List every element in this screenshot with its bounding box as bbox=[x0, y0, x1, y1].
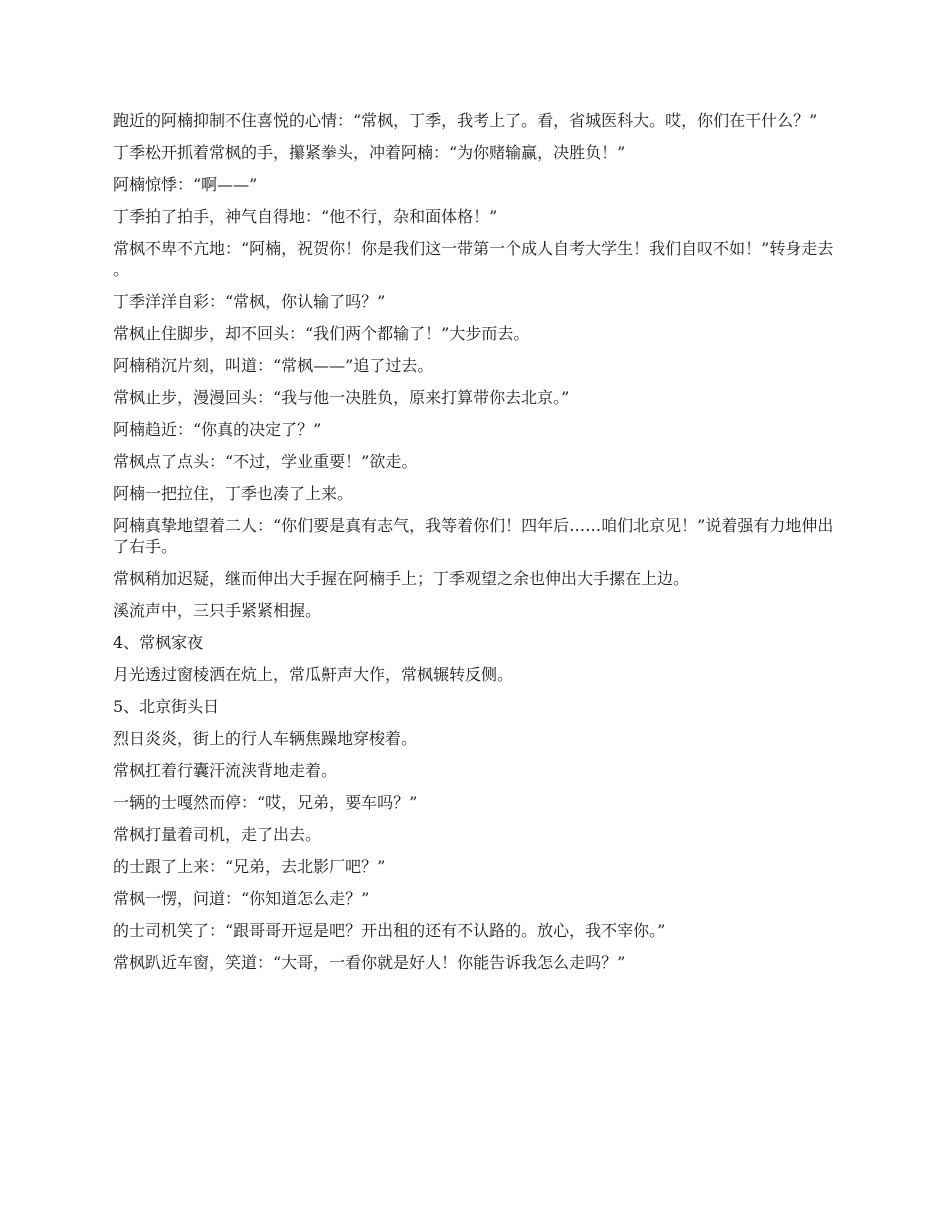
paragraph: 常枫不卑不亢地：“阿楠，祝贺你！你是我们这一带第一个成人自考大学生！我们自叹不如！”转身走去。 bbox=[113, 239, 834, 279]
paragraph: 一辆的士嘎然而停：“哎，兄弟，要车吗？” bbox=[113, 793, 418, 812]
paragraph: 的士跟了上来：“兄弟，去北影厂吧？” bbox=[113, 857, 386, 876]
paragraph: 的士司机笑了：“跟哥哥开逗是吧？开出租的还有不认路的。放心，我不宰你。” bbox=[113, 921, 666, 940]
paragraph: 溪流声中，三只手紧紧相握。 bbox=[113, 601, 322, 620]
paragraph: 阿楠惊悸：“啊——” bbox=[113, 175, 258, 194]
paragraph: 月光透过窗棱洒在炕上，常瓜鼾声大作，常枫辗转反侧。 bbox=[113, 665, 514, 684]
paragraph: 常枫扛着行囊汗流浃背地走着。 bbox=[113, 761, 338, 780]
paragraph: 阿楠稍沉片刻，叫道：“常枫——”追了过去。 bbox=[113, 356, 434, 375]
paragraph: 常枫趴近车窗，笑道：“大哥，一看你就是好人！你能告诉我怎么走吗？” bbox=[113, 953, 626, 972]
paragraph: 跑近的阿楠抑制不住喜悦的心情：“常枫，丁季，我考上了。看，省城医科大。哎，你们在干什么？” bbox=[113, 111, 818, 130]
paragraph: 丁季松开抓着常枫的手，攥紧拳头，冲着阿楠：“为你赌输赢，决胜负！” bbox=[113, 143, 626, 162]
paragraph: 阿楠趋近：“你真的决定了？” bbox=[113, 420, 322, 439]
paragraph: 常枫打量着司机，走了出去。 bbox=[113, 825, 322, 844]
paragraph: 阿楠一把拉住，丁季也凑了上来。 bbox=[113, 484, 354, 503]
paragraph: 阿楠真挚地望着二人：“你们要是真有志气，我等着你们！四年后……咱们北京见！”说着强有力地伸出了右手。 bbox=[113, 516, 834, 556]
paragraph: 常枫止住脚步，却不回头：“我们两个都输了！”大步而去。 bbox=[113, 324, 530, 343]
paragraph: 常枫点了点头：“不过，学业重要！”欲走。 bbox=[113, 452, 418, 471]
scene-heading: 4、常枫家夜 bbox=[113, 633, 204, 652]
scene-heading: 5、北京街头日 bbox=[113, 697, 220, 716]
paragraph: 丁季拍了拍手，神气自得地：“他不行，杂和面体格！” bbox=[113, 207, 498, 226]
paragraph: 常枫止步，漫漫回头：“我与他一决胜负，原来打算带你去北京。” bbox=[113, 388, 570, 407]
paragraph: 常枫稍加迟疑，继而伸出大手握在阿楠手上；丁季观望之余也伸出大手摞在上边。 bbox=[113, 569, 690, 588]
script-text-body bbox=[113, 110, 837, 984]
paragraph: 常枫一愣，问道：“你知道怎么走？” bbox=[113, 889, 370, 908]
paragraph: 丁季洋洋自彩：“常枫，你认输了吗？” bbox=[113, 292, 386, 311]
paragraph: 烈日炎炎，街上的行人车辆焦躁地穿梭着。 bbox=[113, 729, 418, 748]
